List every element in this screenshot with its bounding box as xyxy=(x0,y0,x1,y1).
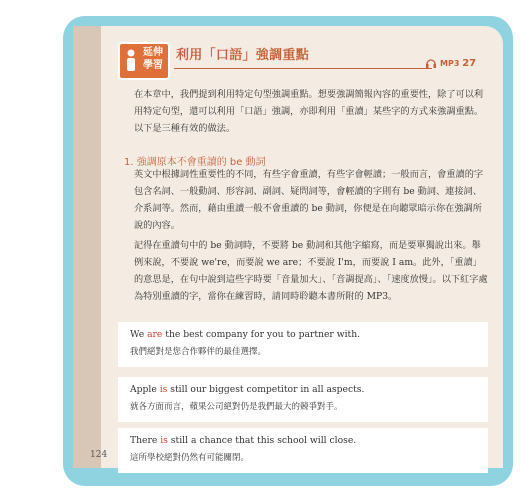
headphones-icon xyxy=(425,57,437,69)
body-paragraph: 英文中根據詞性重要性的不同，有些字會重讀，有些字會輕讀；一般而言，會重讀的字包含名詞、一般動詞、形容詞、副詞、疑問詞等，會輕讀的字則有 be 動詞、連接詞、介系詞等。然而，藉由重讀一般不會重讀的 be 動詞，你便是在向聽眾暗示你在強調所說的內容。 xyxy=(134,169,484,231)
page-number: 124 xyxy=(90,450,108,460)
stressed-word: is xyxy=(159,384,168,395)
example-sentence: Apple is still our biggest competitor in all aspects. xyxy=(130,384,365,395)
page-title: 利用「口語」強調重點 xyxy=(176,48,310,63)
example-sentence: There is still a chance that this school will close. xyxy=(130,435,357,446)
example-box xyxy=(118,377,488,422)
badge-label: 延伸 學習 xyxy=(143,47,163,71)
page-side-strip xyxy=(73,26,101,468)
stressed-word: are xyxy=(147,329,163,340)
subsection-heading: 1. 強調原本不會重讀的 be 動詞 xyxy=(124,157,266,168)
intro-paragraph: 在本章中，我們提到利用特定句型強調重點。想要強調簡報內容的重要性，除了可以利用特定句型，還可以利用「口語」強調，亦即利用「重讀」某些字的方式來強調重點。以下是三種有效的做法。 xyxy=(134,89,484,134)
presenter-icon xyxy=(124,48,138,74)
example-box xyxy=(118,428,488,473)
example-translation: 這所學校絕對仍然有可能關閉。 xyxy=(130,453,250,463)
stressed-word: is xyxy=(160,435,168,446)
mp3-track: MP3 27 xyxy=(440,58,477,69)
extended-learning-badge xyxy=(118,42,170,80)
title-underline xyxy=(174,68,432,69)
example-box xyxy=(118,322,488,367)
example-translation: 就各方面而言，蘋果公司絕對仍是我們最大的競爭對手。 xyxy=(130,402,343,412)
section-header xyxy=(118,40,508,80)
example-translation: 我們絕對是您合作夥伴的最佳選擇。 xyxy=(130,347,267,357)
body-paragraph: 記得在重讀句中的 be 動詞時，不要將 be 動詞和其他字縮寫，而是要單獨說出來。舉例來說，不要說 we're，而要說 we are；不要說 I'm，而要說 I am。此外，「重讀」的意思是，在句中說到這些字時要「音量加大」、「音調提高」、「速度放慢」。以下紅字處為特別重讀的字，當你在練習時，請同時聆聽本書所附的 MP3。 xyxy=(134,240,488,302)
example-sentence: We are the best company for you to partner with. xyxy=(130,329,361,340)
